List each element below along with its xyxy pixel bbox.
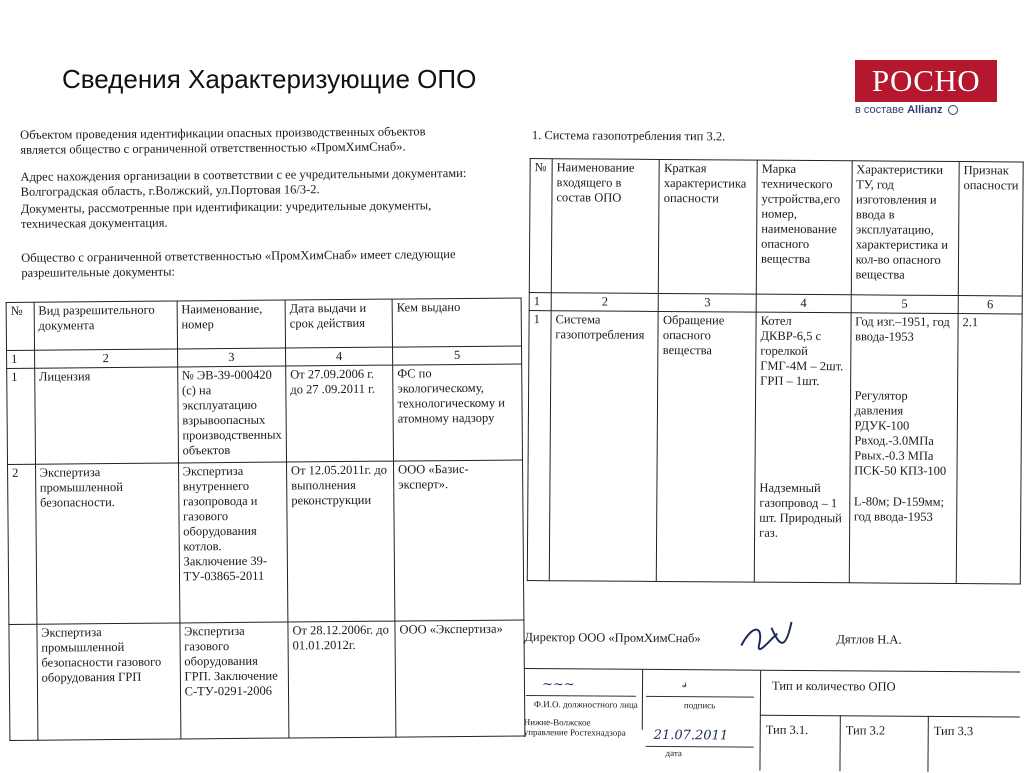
signature-icon — [733, 615, 803, 663]
allianz-mark-icon — [948, 105, 958, 115]
logo-subtitle — [855, 104, 958, 116]
director-label: Директор ООО «ПромХимСнаб» — [524, 630, 701, 646]
number-cell: 4 — [285, 347, 392, 366]
right-scanned-document — [517, 118, 1024, 771]
number-cell: 6 — [958, 296, 1022, 314]
chars-mid: Регулятор давления РДУК-100 Рвход.-3.0МПа Рвых.-0.3 МПа ПСК-50 КПЗ-100 — [854, 388, 947, 478]
logo-subtitle-prefix: в составе — [855, 104, 905, 116]
number-cell: 5 — [851, 295, 958, 314]
row-number: 2 — [8, 464, 37, 624]
signature-label: подпись — [683, 700, 716, 711]
left-para1-line1: Объектом проведения идентификации опасных производственных объектов — [20, 124, 426, 142]
row-characteristics — [849, 313, 958, 584]
spacer — [855, 344, 954, 389]
date-line — [646, 746, 754, 748]
stamp-signature-icon: 𝓈 — [682, 676, 687, 692]
type-block — [759, 671, 1020, 773]
fio-cell — [523, 669, 643, 738]
number-cell: 1 — [7, 350, 35, 368]
fio-label: Ф.И.О. должностного лица — [533, 699, 638, 710]
row-number — [9, 624, 38, 740]
type-divider — [760, 715, 1020, 718]
org-line1: Нижне-Волжское — [523, 717, 591, 728]
type-header: Тип и количество ОПО — [771, 678, 896, 694]
row-name: Экспертиза внутреннего газопровода и газового оборудования котлов. Заключение 39-ТУ-03865-2011 — [178, 462, 288, 623]
fio-handwritten-icon: ~~~ — [541, 677, 575, 693]
date-value: 21.07.2011 — [653, 727, 729, 744]
row-issuer: ФС по экологическому, технологическому и атомному надзору — [393, 364, 523, 461]
row-number: 1 — [7, 368, 36, 464]
left-para1-line2: является общество с ограниченной ответственностью «ПромХимСнаб». — [20, 139, 406, 157]
row-type: Экспертиза промышленной безопасности газового оборудования ГРП — [37, 623, 181, 740]
row-name: № ЭВ-39-000420 (с) на эксплуатацию взрывоопасных производственных объектов — [177, 366, 286, 463]
rosno-logo: РОСНО — [855, 60, 997, 102]
org-line2: управление Ростехнадзора — [523, 727, 626, 738]
spacer — [760, 389, 846, 482]
table-header-row — [529, 159, 1023, 296]
director-name: Дятлов Н.А. — [836, 632, 902, 647]
row-date: От 28.12.2006г. до 01.01.2012г. — [288, 621, 396, 738]
approval-block — [523, 668, 1020, 772]
header-cell: № — [529, 159, 552, 293]
left-para3-line1: Документы, рассмотренные при идентификации: учредительные документы, — [20, 198, 432, 216]
left-para3-line2: техническая документация. — [20, 215, 168, 231]
slide-title: Сведения Характеризующие ОПО — [62, 64, 477, 94]
type-cell-3-3: Тип 3.3 — [933, 723, 974, 739]
row-sign: 2.1 — [956, 314, 1022, 584]
left-para4-line2: разрешительные документы: — [21, 264, 176, 280]
header-cell: Кем выдано — [392, 298, 521, 347]
left-para2-line2: Волгоградская область, г.Волжский, ул.Портовая 16/3-2. — [20, 182, 320, 199]
signature-cell — [641, 670, 761, 771]
row-date: От 27.09.2006 г. до 27 .09.2011 г. — [286, 365, 394, 462]
header-cell: Вид разрешительного документа — [34, 301, 177, 350]
left-scanned-document — [0, 113, 528, 768]
table-header-row — [6, 298, 521, 350]
left-para4-line1: Общество с ограниченной ответственностью «ПромХимСнаб» имеет следующие — [21, 247, 456, 265]
type-cell-3-1: Тип 3.1. — [765, 722, 809, 738]
row-name: Экспертиза газового оборудования ГРП. Заключение С-ТУ-0291-2006 — [180, 622, 289, 739]
row-hazard: Обращение опасного вещества — [657, 311, 757, 582]
table-row — [8, 460, 524, 624]
right-heading: 1. Система газопотребления тип 3.2. — [531, 128, 726, 144]
table-row — [527, 311, 1022, 584]
number-cell: 1 — [529, 293, 551, 311]
row-issuer: ООО «Базис-эксперт». — [394, 460, 524, 621]
row-name: Система газопотребления — [549, 311, 658, 582]
number-cell: 2 — [551, 293, 659, 312]
device-bottom: Надземный газопровод – 1 шт. Природный газ. — [759, 480, 842, 540]
date-label: дата — [665, 748, 682, 759]
logo-subtitle-brand: Allianz — [907, 104, 943, 116]
chars-top: Год изг.–1951, год ввода-1953 — [855, 314, 950, 344]
table-row — [7, 364, 523, 464]
header-cell: Марка технического устройства,его номер, наименование опасного вещества — [756, 160, 852, 295]
header-cell: Характеристики ТУ, год изготовления и ввода в эксплуатацию, характеристика и кол-во опасного вещества — [851, 161, 959, 296]
left-para2-line1: Адрес нахождения организации в соответствии с ее учредительными документами: — [20, 165, 467, 184]
header-cell: Наименование, номер — [177, 300, 286, 349]
header-cell: Дата выдачи и срок действия — [285, 299, 393, 348]
chars-bottom: L-80м; D-159мм; год ввода-1953 — [853, 494, 945, 524]
type-cell-3-2: Тип 3.2 — [845, 723, 886, 738]
table-row — [9, 620, 525, 740]
permits-table — [6, 297, 526, 740]
number-cell: 3 — [659, 293, 757, 312]
number-cell: 5 — [393, 346, 522, 365]
row-issuer: ООО «Экспертиза» — [395, 620, 525, 737]
row-number: 1 — [527, 311, 551, 581]
header-cell: Признак опасности — [958, 162, 1023, 296]
row-type: Лицензия — [34, 367, 178, 464]
signature-line — [646, 696, 754, 698]
type-sep — [927, 716, 928, 772]
row-type: Экспертиза промышленной безопасности. — [35, 463, 179, 624]
number-cell: 3 — [177, 348, 285, 367]
fio-line — [526, 695, 636, 697]
header-cell: № — [6, 302, 34, 350]
spacer — [854, 478, 952, 495]
number-cell: 4 — [756, 294, 851, 313]
number-cell: 2 — [34, 349, 177, 368]
header-cell: Краткая характеристика опасности — [659, 159, 758, 294]
device-top: Котел ДКВР-6,5 с горелкой ГМГ-4М – 2шт. ГРП – 1шт. — [760, 313, 844, 389]
type-sep — [839, 715, 840, 771]
row-device — [754, 312, 850, 583]
row-date: От 12.05.2011г. до выполнения реконструкции — [286, 461, 395, 622]
hazard-table — [527, 158, 1024, 584]
header-cell: Наименование входящего в состав ОПО — [551, 159, 659, 294]
